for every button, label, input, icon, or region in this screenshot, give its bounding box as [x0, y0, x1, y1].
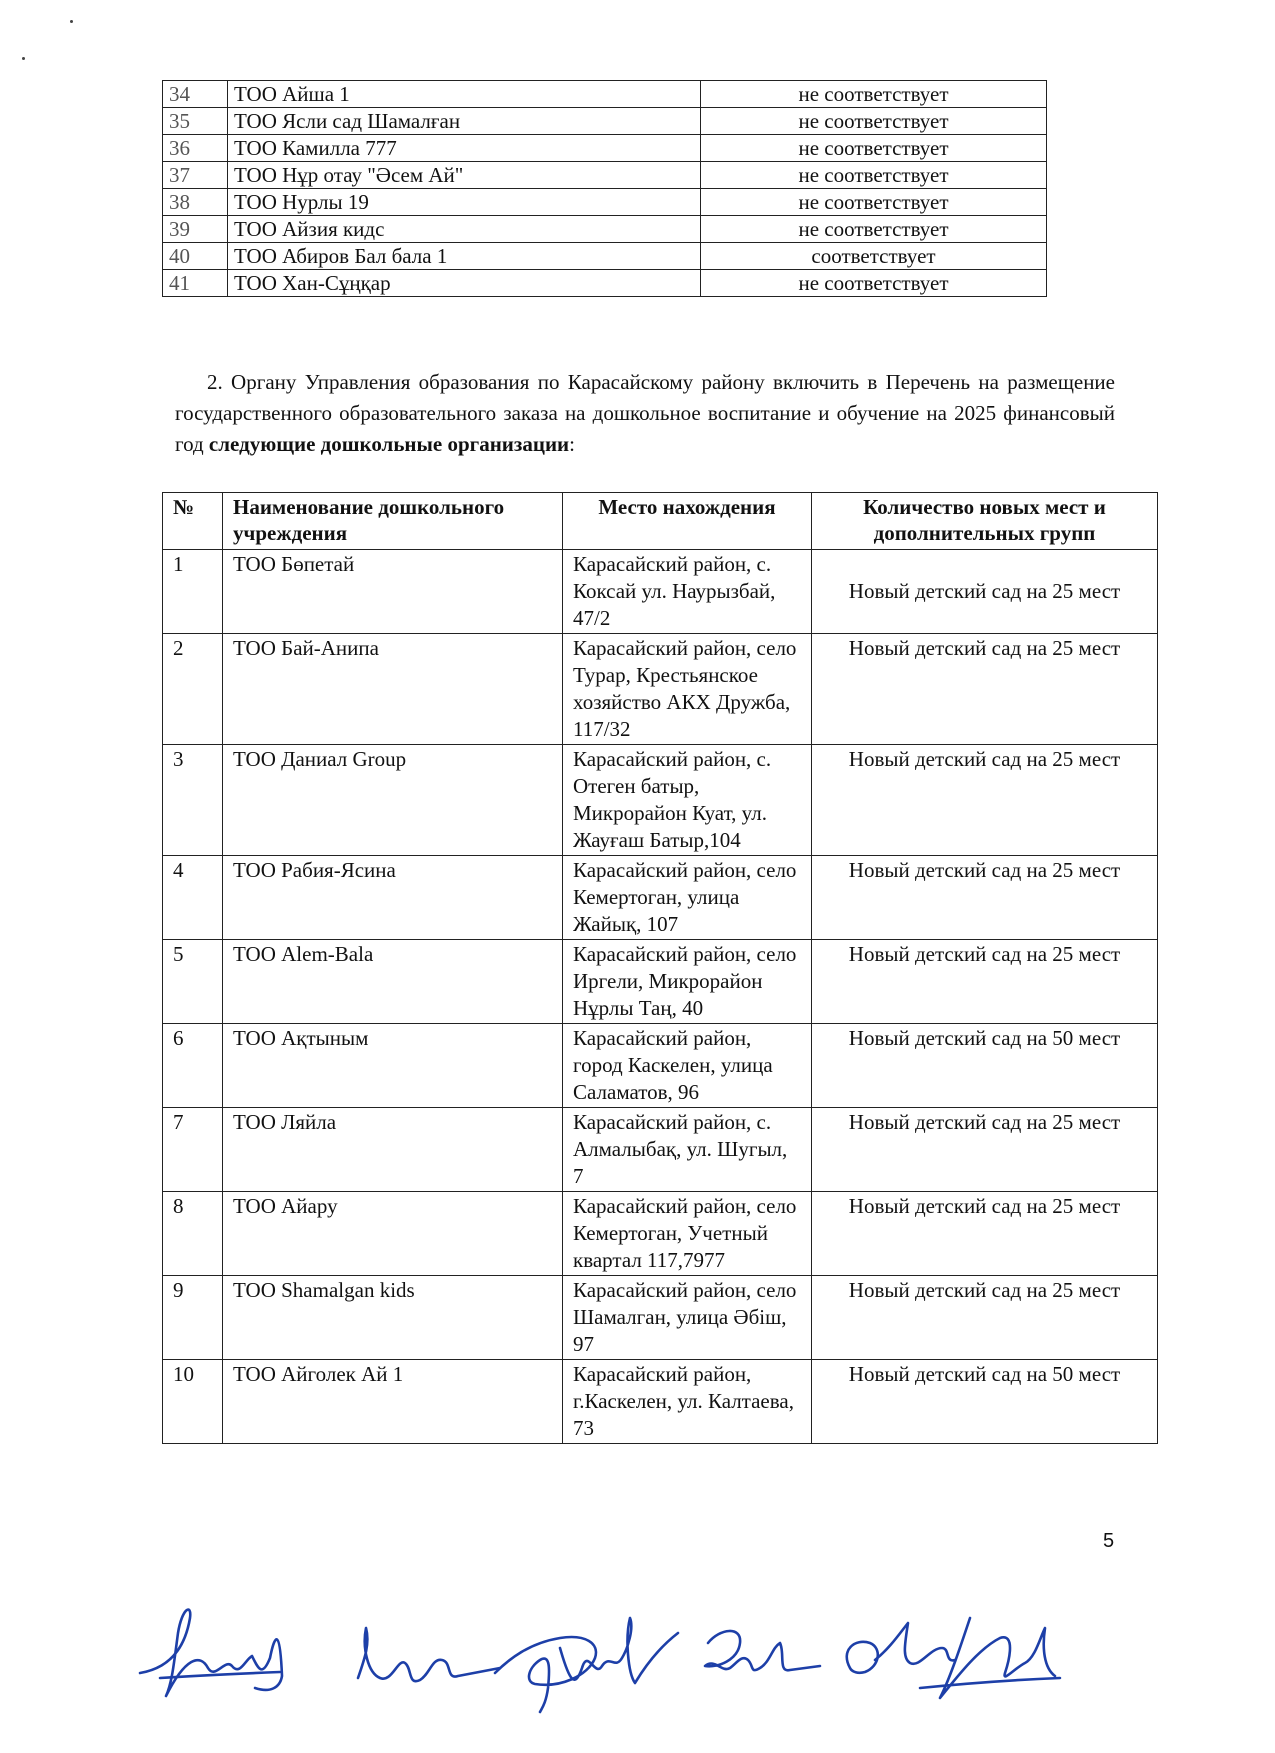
organization-quantity: Новый детский сад на 25 мест	[812, 550, 1158, 634]
organizations-table	[162, 492, 1158, 1444]
organization-name: ТОО Рабия-Ясина	[223, 856, 563, 940]
compliance-status: не соответствует	[701, 162, 1047, 189]
organization-name: ТОО Ақтыным	[223, 1024, 563, 1108]
organization-quantity: Новый детский сад на 25 мест	[812, 1108, 1158, 1192]
table-row	[163, 108, 1047, 135]
table-row	[163, 1360, 1158, 1444]
row-number: 6	[163, 1024, 223, 1108]
table-row	[163, 1192, 1158, 1276]
organization-location: Карасайский район, город Каскелен, улица Саламатов, 96	[563, 1024, 812, 1108]
table-row	[163, 745, 1158, 856]
organization-name: ТОО Alem-Bala	[223, 940, 563, 1024]
table-header-row	[163, 493, 1158, 550]
organization-name: ТОО Айголек Ай 1	[223, 1360, 563, 1444]
handwritten-signature	[847, 1642, 878, 1673]
organization-name: ТОО Нұр отау "Әсем Ай"	[228, 162, 701, 189]
organization-location: Карасайский район, село Турар, Крестьянское хозяйство АКХ Дружба, 117/32	[563, 634, 812, 745]
table-row	[163, 856, 1158, 940]
table-row	[163, 550, 1158, 634]
page-number: 5	[1103, 1530, 1115, 1552]
organization-name: ТОО Ясли сад Шамалған	[228, 108, 701, 135]
organization-quantity: Новый детский сад на 25 мест	[812, 634, 1158, 745]
instruction-paragraph	[175, 367, 1115, 460]
organization-location: Карасайский район, село Кемертоган, Учетный квартал 117,7977	[563, 1192, 812, 1276]
organization-location: Карасайский район, с. Отеген батыр, Микрорайон Куат, ул. Жауғаш Батыр,104	[563, 745, 812, 856]
organization-quantity: Новый детский сад на 50 мест	[812, 1360, 1158, 1444]
handwritten-signature	[940, 1618, 1055, 1698]
row-number: 2	[163, 634, 223, 745]
handwritten-signature	[875, 1623, 955, 1664]
compliance-status: не соответствует	[701, 270, 1047, 297]
organization-quantity: Новый детский сад на 25 мест	[812, 1192, 1158, 1276]
organization-location: Карасайский район, с. Коксай ул. Наурызбай, 47/2	[563, 550, 812, 634]
row-number: 5	[163, 940, 223, 1024]
table-row	[163, 243, 1047, 270]
organization-name: ТОО Даниал Group	[223, 745, 563, 856]
paragraph-end: :	[569, 432, 575, 456]
compliance-status: соответствует	[701, 243, 1047, 270]
table-row	[163, 162, 1047, 189]
row-number: 1	[163, 550, 223, 634]
row-number: 8	[163, 1192, 223, 1276]
row-number: 34	[163, 81, 228, 108]
row-number: 39	[163, 216, 228, 243]
compliance-status: не соответствует	[701, 135, 1047, 162]
handwritten-signature	[495, 1637, 596, 1712]
table-row	[163, 1276, 1158, 1360]
scan-speck	[22, 57, 25, 60]
header-name: Наименование дошкольного учреждения	[223, 493, 563, 550]
header-number: №	[163, 493, 223, 550]
handwritten-signature	[560, 1618, 678, 1683]
row-number: 9	[163, 1276, 223, 1360]
organization-name: ТОО Абиров Бал бала 1	[228, 243, 701, 270]
organization-name: ТОО Хан-Сұңқар	[228, 270, 701, 297]
organization-quantity: Новый детский сад на 25 мест	[812, 745, 1158, 856]
row-number: 41	[163, 270, 228, 297]
table-row	[163, 940, 1158, 1024]
handwritten-signature	[140, 1610, 282, 1696]
organization-quantity: Новый детский сад на 25 мест	[812, 856, 1158, 940]
table-row	[163, 634, 1158, 745]
table-row	[163, 270, 1047, 297]
row-number: 4	[163, 856, 223, 940]
handwritten-signature	[920, 1678, 1060, 1688]
organization-name: ТОО Камилла 777	[228, 135, 701, 162]
table-row	[163, 1024, 1158, 1108]
table-row	[163, 216, 1047, 243]
organization-quantity: Новый детский сад на 25 мест	[812, 940, 1158, 1024]
header-location: Место нахождения	[563, 493, 812, 550]
organization-quantity: Новый детский сад на 25 мест	[812, 1276, 1158, 1360]
organization-location: Карасайский район, с. Алмалыбақ, ул. Шугыл, 7	[563, 1108, 812, 1192]
paragraph-text: 2. Органу Управления образования по Карасайскому району включить в Перечень на размещение государственного образовательного заказа на дошкольное воспитание и обучение на 2025 финансовый год	[175, 370, 1115, 456]
table-row	[163, 135, 1047, 162]
table-row	[163, 1108, 1158, 1192]
organization-name: ТОО Бөпетай	[223, 550, 563, 634]
organization-name: ТОО Shamalgan kids	[223, 1276, 563, 1360]
organization-location: Карасайский район, г.Каскелен, ул. Калтаева, 73	[563, 1360, 812, 1444]
row-number: 35	[163, 108, 228, 135]
compliance-table	[162, 80, 1047, 297]
organization-name: ТОО Нурлы 19	[228, 189, 701, 216]
organization-name: ТОО Бай-Анипа	[223, 634, 563, 745]
organization-name: ТОО Айзия кидс	[228, 216, 701, 243]
compliance-status: не соответствует	[701, 81, 1047, 108]
organization-name: ТОО Ляйла	[223, 1108, 563, 1192]
handwritten-signature	[705, 1631, 820, 1670]
row-number: 3	[163, 745, 223, 856]
signatures-block	[130, 1588, 1180, 1718]
row-number: 40	[163, 243, 228, 270]
organization-location: Карасайский район, село Иргели, Микрорайон Нұрлы Таң, 40	[563, 940, 812, 1024]
row-number: 37	[163, 162, 228, 189]
organization-location: Карасайский район, село Кемертоган, улица Жайық, 107	[563, 856, 812, 940]
row-number: 7	[163, 1108, 223, 1192]
row-number: 38	[163, 189, 228, 216]
table-row	[163, 81, 1047, 108]
organization-name: ТОО Айша 1	[228, 81, 701, 108]
compliance-status: не соответствует	[701, 189, 1047, 216]
organization-location: Карасайский район, село Шамалган, улица Әбіш, 97	[563, 1276, 812, 1360]
table-row	[163, 189, 1047, 216]
organization-name: ТОО Айару	[223, 1192, 563, 1276]
paragraph-bold-text: следующие дошкольные организации	[208, 432, 570, 456]
handwritten-signature	[358, 1628, 500, 1681]
header-quantity: Количество новых мест и дополнительных групп	[812, 493, 1158, 550]
compliance-status: не соответствует	[701, 216, 1047, 243]
row-number: 10	[163, 1360, 223, 1444]
compliance-status: не соответствует	[701, 108, 1047, 135]
scan-speck	[70, 20, 73, 23]
row-number: 36	[163, 135, 228, 162]
organization-quantity: Новый детский сад на 50 мест	[812, 1024, 1158, 1108]
